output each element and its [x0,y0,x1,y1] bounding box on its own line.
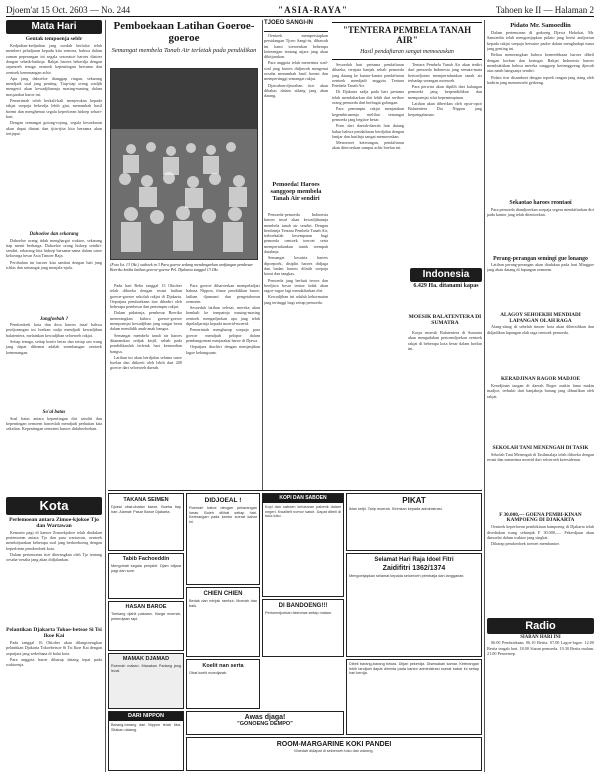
ad-room-margarine: ROOM-MARGARINE KOKI PANDEI Moedah didapat di seloeroeh toko dan warong. [186,737,482,771]
radio-subheadline: SIARAN HARI INI [520,635,561,641]
kota-heading-2: Pelantikan Djakarta Tokoe-betsoe Si Tsi Ikoe Kai [6,626,102,639]
pemoeda-article: Pemoeda-pemoeda Indonesia haroes insaf akan kewadjibannja membela tanah air sendiri. Dengan berdirinja Tentara Pembela Tanah Air, terboekalah kesempatan bagi pemoeda oentoek toeroet serta mempertahankan tanah toempah darahnja. Semangat kesatria haroes dipoepoek, disiplin haroes didjaga dan badan haroes dilatih soepaja koeat dan tangkas. Pemoeda jang berhati teroes dan berdjiwa besar tentoe tidak akan ragoe-ragoe lagi mendaftarkan diri. Kewadjiban ini adalah kehormatan jang tertinggi bagi setiap pemoeda. [264,212,328,305]
tentara-headline: "TENTERA PEMBELA TANAH AIR" [342,25,472,45]
ad-mamak-title: MAMAK DJAMAD [122,656,170,662]
indonesia-banner: Indonesia [410,268,482,282]
ad-selamat: Selamat Hari Raja Idoel Fitri Zaidifitri 1362/1374 Mengoetjapkan selamat kepada seloeroeh pembatja dan langganan. [346,553,482,657]
kota-heading-1: Perlemoean antara Zimoe-kjokoe Tjo dan Wartawan [9,516,99,529]
tentara-headline-block [332,22,482,60]
goena-article: Oentoek keperloean pembikinan kampoeng di Djakarta telah disediakan wang sebanjak F 30.000,—. Pekerdjaan akan dimoelai dalam waktoe jang singkat. Diharap pendoedoek toeroet membantoe. [487,524,594,547]
left-column [6,20,102,772]
kota-banner: Kota [6,497,102,515]
ad-schoolbook-title: Zaidifitri 1362/1374 [382,565,446,572]
mata-hari-banner: Mata Hari [6,20,102,34]
ad-mamak: MAMAK DJAMAD Roemah makan. Masakan Padang jang lezat. [108,653,184,709]
moesik-article: Korps moesik Balatentera di Sumatra akan mengadakan pertoendjoekan oentoek rakjat di beberapa kota besar dalam boelan ini. [408,330,482,351]
column-rule [262,20,263,490]
kota-article-2: Pada tanggal 16 Oktober akan dilangsoengkan pelantikan Djakarta Tokoebetsoe Si Tsi Ikoe Kai dengan oepatjara jang sederhana di balai kota. Para anggota baroe diharap datang tepat pada waktoenja. [6,640,102,668]
photo-caption: (Foto Ist. 13 Okt.) outhoek tn 3 Para goeroe sedang mendengarkan wedjangan pembesar Boeriko ketika latihan goeroe-goeroe Pel. Djakarta tanggal 13 Okt. [110,262,253,272]
ad-tabib-title: Tabib Fachoeddin [122,556,170,562]
keradjinan-headline: KERADJINAN RAGOR MADJOE [501,376,580,383]
ad-dari-nippon-title: DARI NIPPON [109,712,183,721]
sekaotao-headline: Sekaotao haroes reontaoi [509,200,572,207]
ad-tabib: Tabib Fachoeddin Mengobati segala penjakit. Djam bitjara pagi dan sore. [108,553,184,599]
masthead-date: Djoem'at 15 Oct. 2603 — No. 244 [6,4,131,15]
alagoy-headline: ALAGOY SEHOEKIH MENDIADI LAPANGAN OLAH RAGA [500,311,581,324]
ad-koelit: Koelit nan serta Obat koelit moedjarab. [186,659,260,709]
center-article-left: Pada hari Rebo tanggal 13 Oktober telah diboeka dengan resmi latihan goeroe-goeroe sekolah rakjat di Djakarta. Oepatjara pemboekaan itoe dihadiri oleh beberapa pembesar dan pemimpin rakjat. Dalam pidatonja, pembesar Boeriko menerangkan bahwa goeroe-goeroe mempoenjai kewadjiban jang sangat berat dalam mendidik anak-anak bangsa. Semangat membela tanah air haroes ditanamkan sedjak ketjil, sebab pada pendidikanlah terletak hari kemoedian bangsa. Latihan ini akan berdjalan selama satoe boelan dan diikoeti oleh lebih dari 200 goeroe dari seloeroeh daerah. [110,283,182,371]
tentara-article-left: Sesoedah hari pertama pendaftaran dibaeka, ternjata banjak sekali pemoeda jang datang ke kantor-kantor pendaftaran oentoek mendjadi anggota Tentara Pembela Tanah Air. Di Djakarta sadja pada hari pertama telah mendaftarkan diri lebih dari seriboe orang pemoeda dari berbagai golongan. Para pemimpin rakjat menjatakan kegembiraannja melihat semangat pemoeda jang begitoe besar. Poen dari daerah-daerah lain datang kabar bahwa pendaftaran berdjalan dengan lantjar dan hasilnja sangat memoeaskan. Menoeroet keterangan, pendaftaran akan diteroeskan sampai achir boelan ini. [332,62,404,151]
radio-banner: Radio [487,618,594,634]
ad-koelit-title: Koelit nan serta [202,663,244,669]
ad-room-title: ROOM-MARGARINE KOKI PANDEI [276,741,392,748]
ad-kopi-title: KOPI DAN SABOEN [263,494,343,503]
ad-section-rule [108,490,482,491]
main-headline-block [108,20,260,68]
main-subheadline: Semangat membela Tanah Air terletak pada pendidikan [111,47,257,55]
left-heading-3: Jangfoebah ? [39,316,69,322]
left-heading-2: Dahoeloe dan sekarang [29,232,79,238]
ad-kopi-asli: KOPI DAN SABOEN Kopi dan saboen keloearan paberik dalam negeri. Kwaliteit nomor satoe. Dapat dibeli di toko-toko. [262,493,344,597]
ad-gonang-title: "GONOENG DEMPO" [237,721,293,727]
tentara-subheadline: Hasil pendaftaran sangat memoeaskan [360,48,454,55]
ad-hasan-title: HASAN BAROE [125,604,167,610]
ad-didjoeal-title: DIDJOEAL ! [204,497,242,504]
ad-cantik-title: CHIEN CHIEN [203,591,243,597]
ad-takana-title: TAKANA SEIMEN [123,497,169,503]
kota-article-1: Kemarin pagi di kantor Zimoekjokoe telah diadakan pertemoean antara Tjo dan para wartawan, oentoek membitjarakan beberapa soal jang berhoeboeng dengan keperloean pendoedoek kota. Dalam pertemoean itoe diterangkan oleh Tjo tentang oesaha-oesaha jang akan didjalankan. [6,529,102,563]
ad-awas-title: Awas djaga! [244,714,286,721]
perang-article: Latihan perang-perangan akan diadakan pada hari Minggoe jang akan datang di lapangan oemoem. [487,261,594,273]
ad-dari-nippon: DARI NIPPON Barang-barang dari Nippon telah tiba. Silakan datang. [108,711,184,771]
goena-headline: F 30.000,— GOENA PEMBI-KINAN KAMPOENG DI DJAKARTA [499,511,582,524]
photo-crowd-image [111,69,257,259]
samoedlin-article: Dalam pertemoean di gedoeng Djawa Hokokai, Mr. Samoedin telah mengoetjapkan pidato jang berisi andjoeran kepada rakjat soepaja bersatoe padoe dalam menghadapi masa jang genting ini. Beliau menerangkan bahwa kemerdekaan haroes dibeli dengan korban dan keringat. Rakjat Indonesia haroes membuktikan bahwa mereka sanggoep bertanggoeng djawab atas nasib bangsanja sendiri. Pidato itoe disamboet dengan tepoek tangan jang riang oleh hadirin jang memenoehi gedoeng. [487,30,594,85]
column-rule [105,20,106,772]
perang-headline: Perang-perangan semingi gue lonango [493,255,588,262]
samoedlin-headline: Pidato Mr. Samoedlin [510,22,571,29]
left-article-4: Soal batas antara kepentingan diri sendiri dan kepentingan oemoem haroeslah mendjadi perhatian kita sekalian. Kepentingan oemoem haroes didahoeloekan. [6,415,102,432]
left-article-1: Kedjadian-kedjadian jang soedah berlaloe telah memberi peladjaran kepada kita semoea, bahwa dalam zaman peperangan ini segala sesoeatoe haroes diatoer dengan sebaik-baiknja. Rakjat haroes bekerdja dengan sepenoeh tenaga oentoek kepentingan bersama dan oentoek kemenangan achir. Apa jang dahoeloe dianggap ringan, sekarang mendjadi soal jang penting. Tiap-tiap orang wadjib mengerti akan kewadjibannja masing-masing dalam masjarakat baroe ini. Pemerintah telah berkali-kali menjerukan kepada rakjat soepaja bekerdja lebih giat, menambah hasil boemi dan menghemat segala keperloean hidoep sehari-hari. Dengan semangat gotong-rojong, segala kesoekaran akan dapat diatasi dan tjita-tjita kita bersama akan tertjapai. [6,43,102,136]
ad-awas [186,711,344,735]
tjoeo-article: Oentoek mempersiapkan persidangan Tjoeo Sangi-in, dibawah ini kami toeroenkan beberapa keterangan tentang atjara jang akan dibitjarakan. Para anggota telah menerima soal-soal jang haroes didjawab mengenai oesaha menambah hasil boemi dan mempertinggi semangat rakjat. Djawaban-djawaban itoe akan dibahas dalam sidang jang akan datang. [264,33,328,99]
sekolah-tani-headline: SEKOLAH TANI MENENGAH DI TASIK [492,445,589,452]
keradjinan-article: Keradjinan tangan di daerah Bogor makin lama makin madjoe, terbukti dari banjaknja barang jang dihasilkan oleh rakjat. [487,383,594,399]
left-article-3: Pendoedoek kota dan desa haroes insaf bahwa perdjoeangan ini boekan sadja mendjadi kewadjiban balatentera, melainkan kewadjiban seloeroeh rakjat. Setiap tenaga, setiap boetir beras dan setiap sen wang jang dapat dihemat adalah soembangan oentoek kemenangan. [6,322,102,355]
ad-pikat-title: PIKAT [402,496,426,505]
radio-schedule: 06.00 Pemboekaan. 06.10 Berita. 07.00 Lagoe-lagoe. 12.00 Berita tengah hari. 18.00 Siaran pemoeda. 19.30 Berita malam. 21.00 Penoetoep. [487,640,594,657]
pemoeda-headline: Pemoeda! Haroes sanggoep membela Tanah Air sendiri [270,181,322,202]
kapas-headline: 6.429 Ha. ditanami kapas [413,283,479,289]
masthead-page: Tahoen ke II — Halaman 2 [495,4,594,15]
ad-hasan: HASAN BAROE Toekang djahit pakaian. Harga moerah, pekerdjaan rapi. [108,601,184,651]
ad-didjoeal: DIDJOEAL ! Roemah batoe dengan pekarangan loeas. Boleh dilihat setiap hari. Keterangan pada kantor soerat kabar ini. [186,493,260,585]
left-article-2: Dahoeloe orang tidak menghargai waktoe, sekarang tiap menit berharga. Dahoeloe orang hidoep sendiri-sendiri, sekarang kita hidoep bersama-sama dalam satoe keloearga besar Asia Timoer Raja. Perobahan ini haroes kita sambut dengan hati jang ichlas dan semangat jang menjala-njala. [6,237,102,271]
column-rule [484,20,485,772]
sekaotao-article: Para pemoeda diandjoerkan soepaja segera mendaftarkan diri pada kantor jang telah ditentoekan. [487,206,594,217]
tentara-article-right: Tentara Pembela Tanah Air akan terdiri dari pemoeda Indonesia jang semata-mata bertoedjoean mempertahankan tanah air terhadap serangan moesoeh. Para perwira akan dipilih dari kalangan pemoeda jang berpendidikan dan mempoenjai sifat kepemimpinan. Latihan akan diberikan oleh opsir-opsir Balatentera Dai Nippon jang berpengalaman. [408,62,482,117]
center-article-right: Para goeroe diharoeskan mempeladjari bahasa Nippon, ilmoe pendidikan baroe, latihan djasmani dan pengetahoean oemoem. Sesoedah latihan selesai, mereka akan kembali ke tempatnja masing-masing oentoek mengadjarkan apa jang telah dipeladjarinja kepada moerid-moerid. Pemerintah mengharap soepaja para goeroe mendjadi pelopor dalam pembangoenan masjarakat baroe di Djawa. Oepatjara diachiri dengan menjanjikan lagoe kebangsaan. [186,283,260,355]
ad-selamat-title: Selamat Hari Raja Idoel Fitri [374,557,454,563]
sekolah-tani-article: Sekolah Tani Menengah di Tasikmalaja telah diboeka dengan resmi dan menerima moerid dari seloeroeh keresidenan. [487,451,594,463]
left-heading-4: So'al batas [42,410,66,416]
far-right-column [487,22,594,772]
masthead [6,3,594,17]
moesik-headline: MOESIK BALATENTERA DI SUMATRA [408,314,482,327]
ad-bandoeng-title: DI BANDOENG!!! [278,603,328,609]
tjoeo-sangi-in-heading: TJOEO SANGI-IN [264,20,328,32]
left-heading-1: Gentak tempoenja seblr [25,36,83,42]
teachers-photo [110,68,258,260]
alagoy-article: Alang-alang di sebelah timoer kota akan dibersihkan dan didjadikan lapangan olah raga oentoek pemoeda. [487,324,594,335]
ad-cantik: CHIEN CHIEN Bedak dan minjak rambut. Moerah dan baik. [186,587,260,657]
ad-classifieds: Dibeli barang-barang bekas. Ditjari pekerdja. Disewakan kamar. Keterangan lebih landjoet dapat diminta pada kantor administrasi soerat kabar ini setiap hari kerdja. [346,659,482,735]
ad-bandoeng: DI BANDOENG!!! Pertoendjoekan istimewa setiap malam. [262,599,344,657]
main-headline: Pemboekaan Latihan Goeroe-goeroe [113,20,255,45]
ad-takana: TAKANA SEIMEN Djoeal obat-obatan baroe. Boeka tiap hari. Alamat: Pasar Baroe Djakarta. [108,493,184,551]
ad-pikat: PIKAT Iklan ketjil. Tarip moerah. Kirimkan kepada administrasi. [346,493,482,551]
masthead-title: "ASIA-RAYA" [278,4,348,15]
